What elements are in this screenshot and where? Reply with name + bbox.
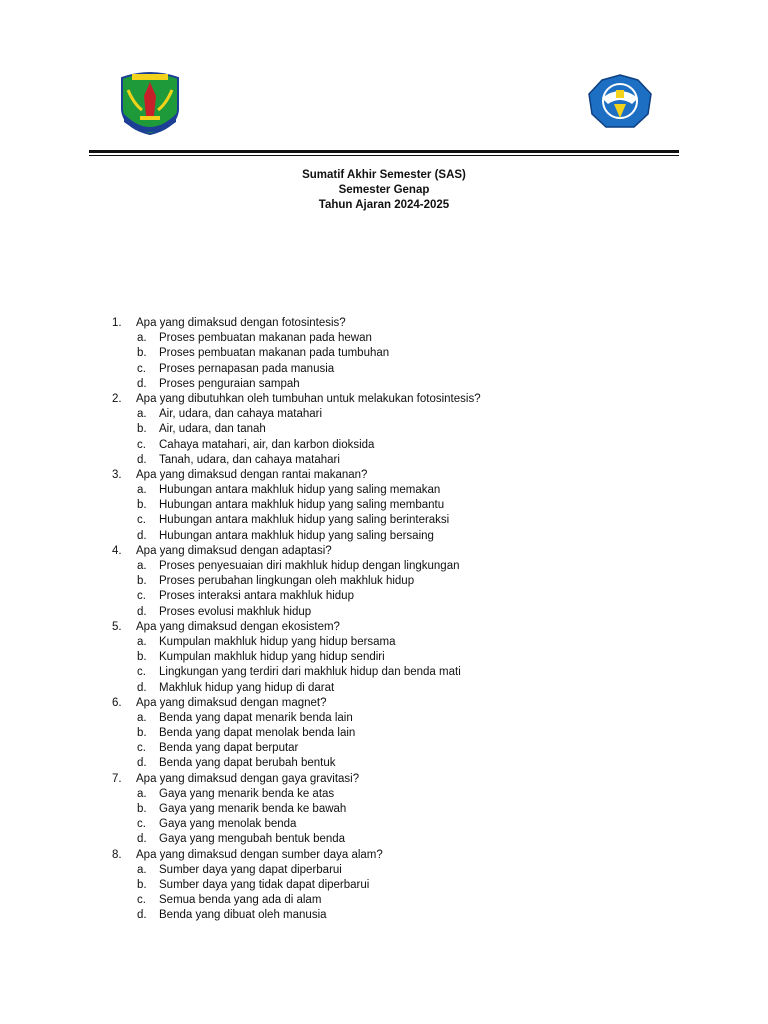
option-text: Benda yang dapat menarik benda lain [159,711,353,724]
question-number: 5. [112,620,122,633]
answer-option [0,893,768,908]
question-text: Apa yang dibutuhkan oleh tumbuhan untuk melakukan fotosintesis? [136,392,481,405]
option-text: Gaya yang mengubah bentuk benda [159,833,346,846]
option-letter: d. [137,681,147,694]
header-rule-thick [89,150,679,153]
answer-option [0,605,768,620]
answer-option [0,362,768,377]
option-letter: d. [137,605,147,618]
option-letter: a. [137,484,147,497]
option-text: Tanah, udara, dan cahaya matahari [159,453,340,466]
option-letter: d. [137,757,147,770]
answer-option [0,726,768,741]
option-letter: a. [137,711,147,724]
option-text: Semua benda yang ada di alam [159,894,322,907]
option-letter: b. [137,347,147,360]
answer-option [0,407,768,422]
question-list [0,316,768,924]
option-text: Lingkungan yang terdiri dari makhluk hidup dan benda mati [159,666,461,679]
option-text: Proses evolusi makhluk hidup [159,605,312,618]
answer-option [0,589,768,604]
option-text: Sumber daya yang tidak dapat diperbarui [159,878,370,891]
option-letter: a. [137,408,147,421]
answer-option [0,498,768,513]
option-letter: c. [137,742,146,755]
option-letter: d. [137,833,147,846]
question-item [0,544,768,559]
option-letter: d. [137,377,147,390]
answer-option [0,756,768,771]
answer-option [0,483,768,498]
question-item [0,696,768,711]
option-letter: b. [137,651,147,664]
option-text: Proses pernapasan pada manusia [159,362,335,375]
option-text: Gaya yang menarik benda ke bawah [159,803,347,815]
option-text: Hubungan antara makhluk hidup yang saling berinteraksi [159,514,450,527]
header-rule-thin [89,155,679,156]
answer-option [0,422,768,437]
option-text: Hubungan antara makhluk hidup yang saling bersaing [159,529,434,542]
title-line-2: Semester Genap [338,184,430,196]
question-number: 2. [112,392,122,405]
option-text: Proses perubahan lingkungan oleh makhluk hidup [159,575,415,588]
question-text: Apa yang dimaksud dengan fotosintesis? [136,317,346,329]
option-letter: c. [137,590,146,603]
option-letter: c. [137,514,146,527]
answer-option [0,878,768,893]
option-letter: b. [137,878,147,891]
option-text: Proses penyesuaian diri makhluk hidup dengan lingkungan [159,560,460,572]
question-item [0,772,768,787]
answer-option [0,635,768,650]
option-letter: a. [137,635,147,648]
question-number: 8. [112,848,122,861]
option-letter: d. [137,909,147,922]
answer-option [0,453,768,468]
tut-wuri-handayani-emblem-icon [586,74,654,130]
answer-option [0,741,768,756]
answer-option [0,863,768,878]
option-text: Benda yang dapat berubah bentuk [159,757,336,770]
question-text: Apa yang dimaksud dengan sumber daya alam? [136,848,383,861]
question-item [0,848,768,863]
option-text: Benda yang dapat menolak benda lain [159,727,356,740]
question-text: Apa yang dimaksud dengan adaptasi? [136,544,332,557]
answer-option [0,802,768,817]
provincial-crest-icon [118,70,182,136]
answer-option [0,574,768,589]
option-text: Hubungan antara makhluk hidup yang saling membantu [159,499,445,512]
option-text: Proses pembuatan makanan pada hewan [159,332,372,345]
option-text: Sumber daya yang dapat diperbarui [159,863,342,876]
answer-option [0,787,768,802]
answer-option [0,817,768,832]
question-item [0,620,768,635]
option-letter: b. [137,575,147,588]
answer-option [0,529,768,544]
option-letter: a. [137,332,147,345]
option-letter: a. [137,863,147,876]
answer-option [0,513,768,528]
option-text: Cahaya matahari, air, dan karbon dioksida [159,438,375,451]
title-line-3: Tahun Ajaran 2024-2025 [318,199,450,211]
option-letter: c. [137,666,146,679]
option-letter: a. [137,560,147,572]
option-letter: c. [137,438,146,451]
option-letter: d. [137,453,147,466]
question-number: 4. [112,544,122,557]
document-title [0,168,768,213]
option-text: Kumpulan makhluk hidup yang hidup bersama [159,635,396,648]
question-number: 3. [112,468,122,481]
option-letter: b. [137,423,147,436]
option-letter: c. [137,362,146,375]
answer-option [0,559,768,574]
answer-option [0,711,768,726]
question-text: Apa yang dimaksud dengan ekosistem? [136,620,340,633]
answer-option [0,377,768,392]
option-text: Air, udara, dan cahaya matahari [159,408,323,421]
option-letter: c. [137,818,146,831]
option-text: Makhluk hidup yang hidup di darat [159,681,335,694]
option-letter: d. [137,529,147,542]
option-letter: b. [137,803,147,815]
answer-option [0,346,768,361]
option-text: Gaya yang menarik benda ke atas [159,787,335,800]
answer-option [0,650,768,665]
question-text: Apa yang dimaksud dengan rantai makanan? [136,468,368,481]
answer-option [0,438,768,453]
option-text: Benda yang dibuat oleh manusia [159,909,327,922]
option-text: Kumpulan makhluk hidup yang hidup sendiri [159,651,385,664]
question-number: 1. [112,317,122,329]
option-letter: b. [137,499,147,512]
question-text: Apa yang dimaksud dengan magnet? [136,696,327,709]
answer-option [0,681,768,696]
option-letter: b. [137,727,147,740]
question-text: Apa yang dimaksud dengan gaya gravitasi? [136,772,360,785]
option-text: Air, udara, dan tanah [159,423,266,436]
option-text: Proses pembuatan makanan pada tumbuhan [159,347,390,360]
question-item [0,316,768,331]
option-text: Benda yang dapat berputar [159,742,299,755]
option-text: Proses interaksi antara makhluk hidup [159,590,354,603]
option-letter: a. [137,787,147,800]
question-item [0,392,768,407]
question-number: 7. [112,772,122,785]
option-text: Gaya yang menolak benda [159,818,297,831]
answer-option [0,908,768,923]
option-letter: c. [137,894,146,907]
question-number: 6. [112,696,122,709]
answer-option [0,331,768,346]
answer-option [0,665,768,680]
answer-option [0,832,768,847]
title-line-1: Sumatif Akhir Semester (SAS) [302,169,466,181]
option-text: Hubungan antara makhluk hidup yang saling memakan [159,484,441,497]
question-item [0,468,768,483]
option-text: Proses penguraian sampah [159,377,300,390]
